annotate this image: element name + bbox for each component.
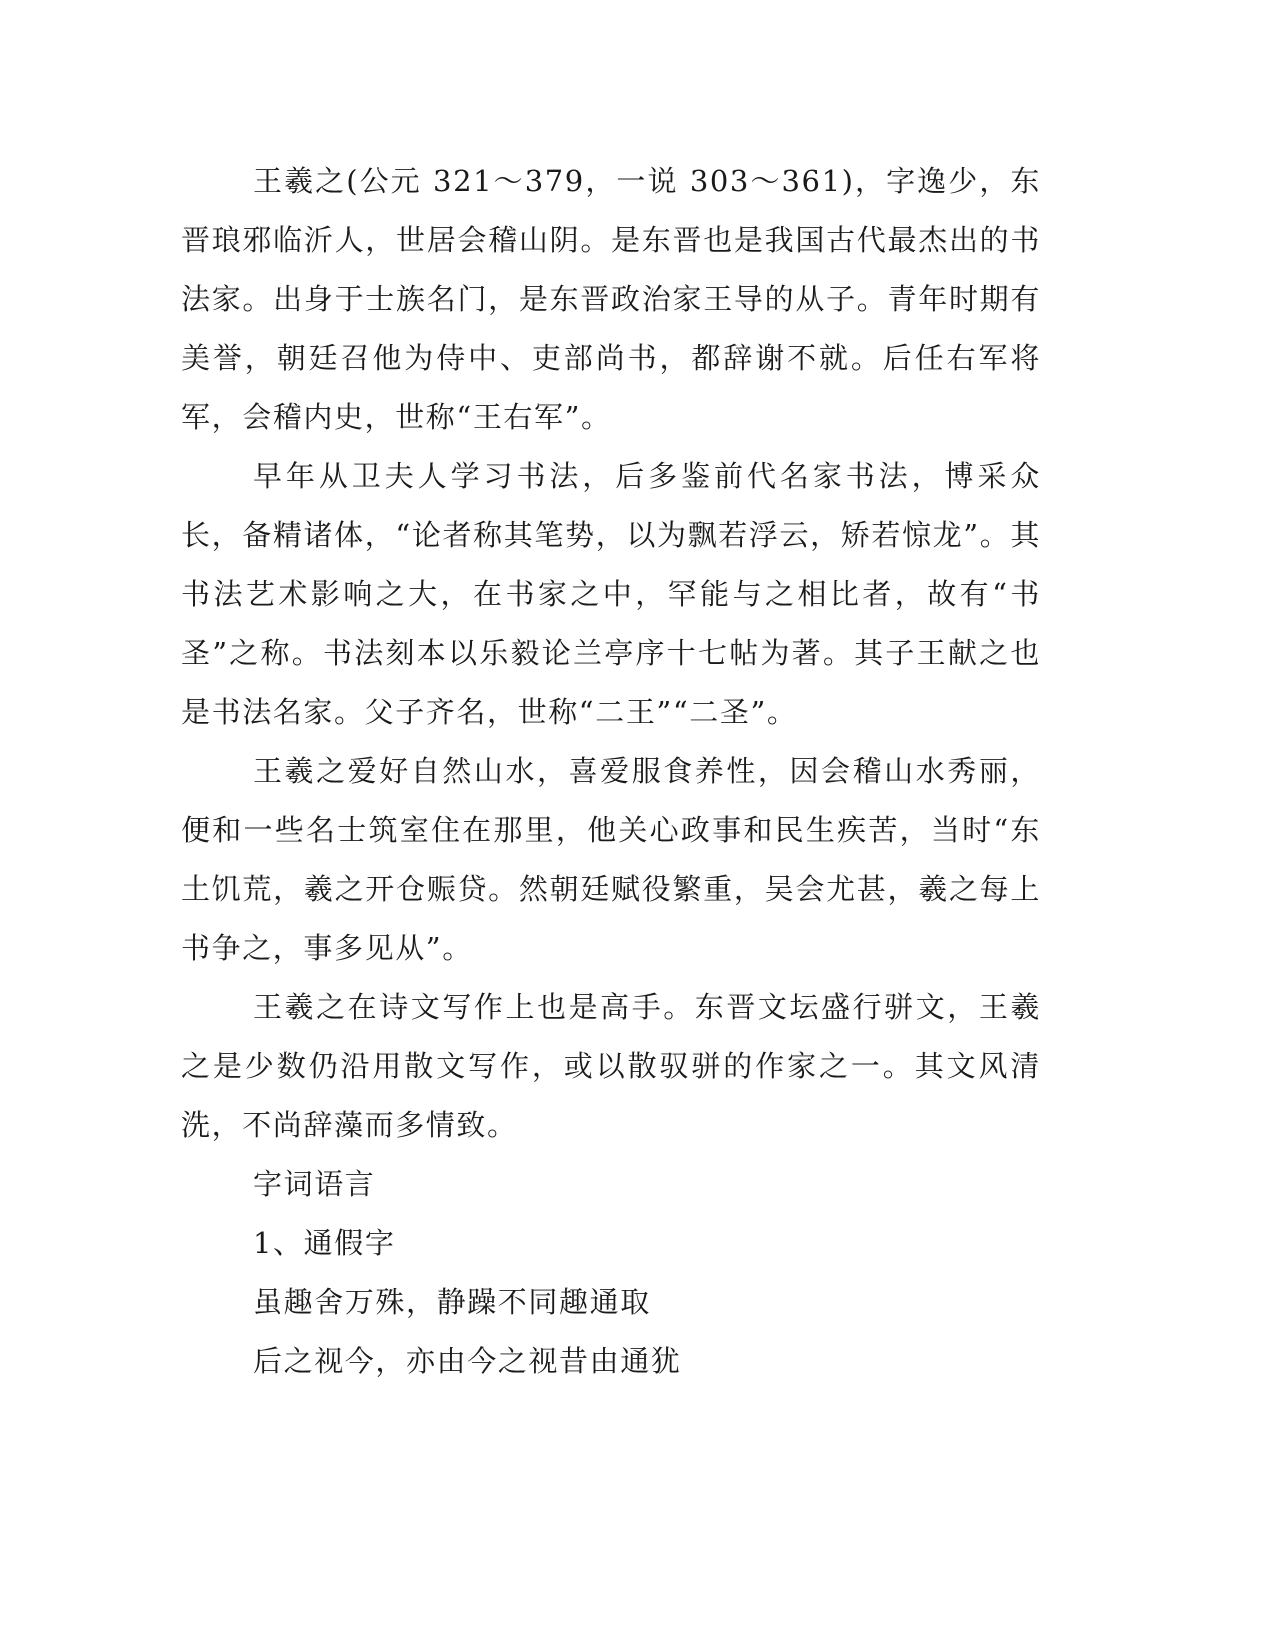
document-body [181,152,1041,1391]
subsection-heading: 1、通假字 [253,1226,396,1260]
example-line: 后之视今，亦由今之视昔由通犹 [253,1344,682,1378]
paragraph-life: 王羲之爱好自然山水，喜爱服食养性，因会稽山水秀丽，便和一些名士筑室住在那里，他关心政事和民生疾苦，当时“东土饥荒，羲之开仓赈贷。然朝廷赋役繁重，吴会尤甚，羲之每上书争之，事多见从”。 [181,754,1041,965]
paragraph-writing: 王羲之在诗文写作上也是高手。东晋文坛盛行骈文，王羲之是少数仍沿用散文写作，或以散驭骈的作家之一。其文风清洗，不尚辞藻而多情致。 [181,990,1041,1142]
section-heading: 字词语言 [253,1167,376,1201]
paragraph-calligraphy: 早年从卫夫人学习书法，后多鉴前代名家书法，博采众长，备精诸体，“论者称其笔势，以为飘若浮云，矫若惊龙”。其书法艺术影响之大，在书家之中，罕能与之相比者，故有“书圣”之称。书法刻本以乐毅论兰亭序十七帖为著。其子王献之也是书法名家。父子齐名，世称“二王”“二圣”。 [181,459,1041,729]
example-line: 虽趣舍万殊，静躁不同趣通取 [253,1285,651,1319]
paragraph-biography: 王羲之(公元 321～379，一说 303～361)，字逸少，东晋琅邪临沂人，世居会稽山阴。是东晋也是我国古代最杰出的书法家。出身于士族名门，是东晋政治家王导的从子。青年时期有美誉，朝廷召他为侍中、吏部尚书，都辞谢不就。后任右军将军，会稽内史，世称“王右军”。 [181,164,1041,434]
